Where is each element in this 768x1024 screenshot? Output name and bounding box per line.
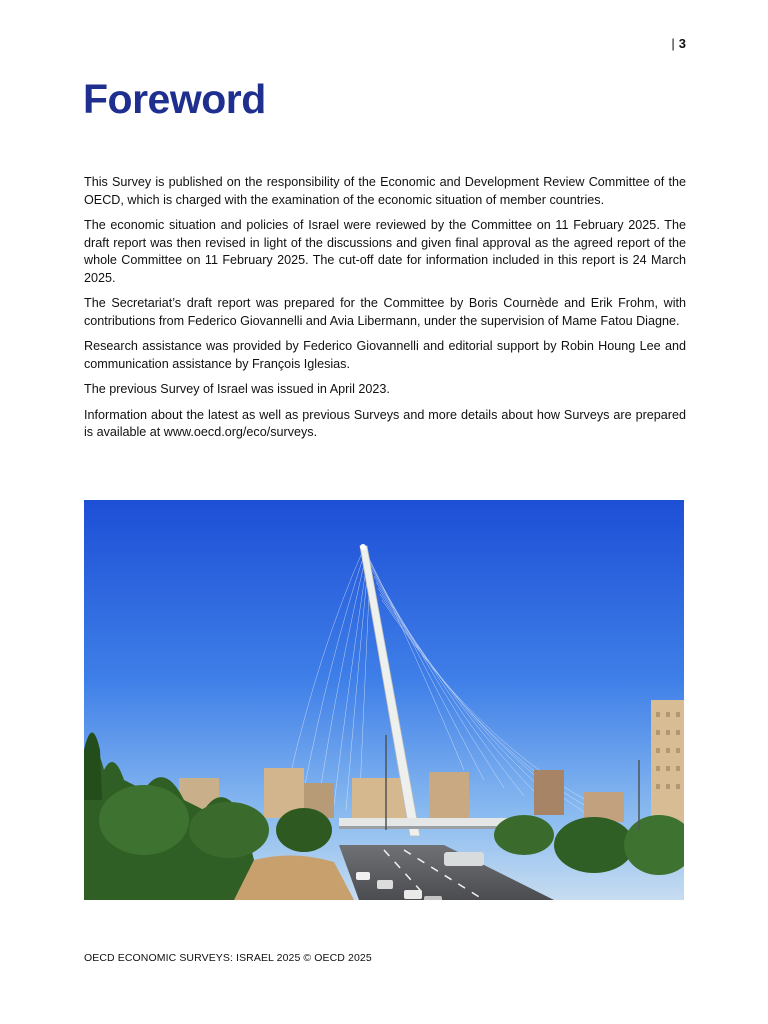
footer: OECD ECONOMIC SURVEYS: ISRAEL 2025 © OECD 2025 bbox=[84, 952, 372, 964]
bridge-photo bbox=[84, 500, 684, 900]
paragraph: Information about the latest as well as previous Surveys and more details about how Surveys are prepared is available at www.oecd.org/eco/surveys. bbox=[84, 407, 686, 439]
bridge-deck bbox=[339, 818, 509, 826]
paragraph: The Secretariat’s draft report was prepared for the Committee by Boris Cournède and Erik Frohm, with contributions from Federico Giovannelli and Avia Libermann, under the supervision of Mame Fatou Diagne. bbox=[84, 296, 686, 328]
paragraph: The economic situation and policies of Israel were reviewed by the Committee on 11 February 2025. The draft report was then revised in light of the discussions and given final approval as the agreed report of the whole Committee on 11 February 2025. The cut-off date for information included in this report is 24 March 2025. bbox=[84, 218, 686, 285]
paragraph: This Survey is published on the responsibility of the Economic and Development Review Committee of the OECD, which is charged with the examination of the economic situation of member countries. bbox=[84, 175, 686, 207]
page-number-divider: | bbox=[671, 36, 675, 51]
paragraph: Research assistance was provided by Federico Giovannelli and editorial support by Robin Houng Lee and communication assistance by François Iglesias. bbox=[84, 339, 686, 371]
page-number bbox=[671, 36, 686, 51]
page-title: Foreword bbox=[83, 76, 266, 122]
foreword-body bbox=[84, 174, 686, 450]
paragraph: The previous Survey of Israel was issued in April 2023. bbox=[84, 382, 390, 396]
page-number-value: 3 bbox=[678, 36, 686, 51]
bridge-illustration bbox=[84, 500, 684, 900]
